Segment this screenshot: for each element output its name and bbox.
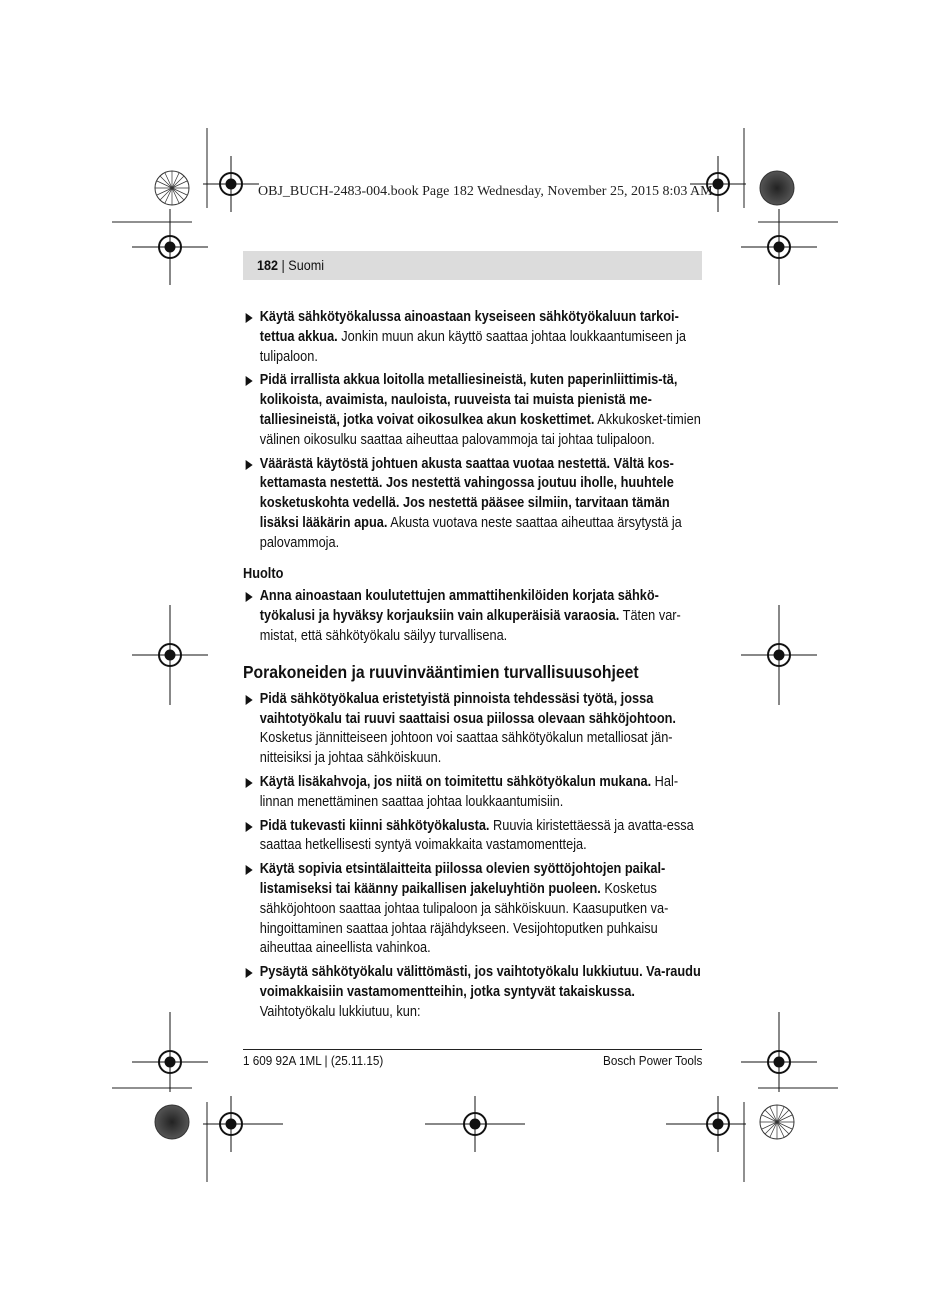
- list-item: [243, 860, 702, 959]
- header-language: Suomi: [288, 257, 325, 273]
- item-text: Kosketus jännitteiseen johtoon voi saattaa sähkötyökalun metalliosat jän-nitteisiksi ja johtaa sähköiskuun.: [259, 730, 673, 767]
- bullet-arrow-icon: [246, 865, 253, 875]
- bullet-arrow-icon: [246, 592, 253, 602]
- header-separator: |: [278, 257, 289, 273]
- item-text: Hal-linnan menettäminen saattaa johtaa loukkaantumisiin.: [259, 773, 679, 810]
- page-content: [243, 308, 702, 1027]
- header-text: [257, 257, 324, 274]
- page-header: [243, 251, 702, 280]
- item-text: Ruuvia kiristettäessä ja avatta-essa saattaa hetkellisesti syntyä voimakkaita vastamomentteja.: [259, 817, 694, 854]
- bullet-arrow-icon: [246, 778, 253, 788]
- book-slug-line: OBJ_BUCH-2483-004.book Page 182 Wednesday, November 25, 2015 8:03 AM: [258, 184, 713, 199]
- bullet-arrow-icon: [246, 313, 253, 323]
- item-bold: Pidä sähkötyökalua eristetyistä pinnoista tehdessäsi työtä, jossa vaihtotyökalu tai ruuvi saattaisi osua piilossa olevaan sähköjohtoon.: [259, 690, 676, 727]
- list-item: [243, 308, 702, 367]
- list-item: [243, 455, 702, 554]
- bullet-arrow-icon: [246, 968, 253, 978]
- item-bold: Pidä tukevasti kiinni sähkötyökalusta.: [259, 817, 490, 834]
- list-item: [243, 773, 702, 813]
- footer-doc-number: 1 609 92A 1ML | (25.11.15): [243, 1053, 384, 1068]
- text-column: [243, 308, 702, 647]
- footer-brand: Bosch Power Tools: [602, 1053, 702, 1068]
- item-bold: Pidä irrallista akkua loitolla metalliesineistä, kuten paperinliittimis-tä, kolikoista, avaimista, nauloista, ruuveista tai muista pienistä me-talliesineistä, jotka voivat oikosulkea akun koskettimet.: [259, 372, 678, 428]
- item-text: Jonkin muun akun käyttö saattaa johtaa loukkaantumiseen ja tulipaloon.: [259, 328, 687, 365]
- bullet-arrow-icon: [246, 460, 253, 470]
- bullet-arrow-icon: [246, 822, 253, 832]
- list-item: [243, 690, 702, 769]
- section-heading: Porakoneiden ja ruuvinvääntimien turvallisuusohjeet: [243, 661, 639, 682]
- item-bold: Anna ainoastaan koulutettujen ammattihenkilöiden korjata sähkö-työkalusi ja hyväksy korjauksiin vain alkuperäisiä varaosia.: [259, 588, 659, 625]
- item-bold: Käytä lisäkahvoja, jos niitä on toimitettu sähkötyökalun mukana.: [259, 773, 652, 790]
- item-text: Kosketus sähköjohtoon saattaa johtaa tulipaloon ja sähköiskuun. Kaasuputken va-hingoittaminen saattaa johtaa räjähdykseen. Vesijohtoputken puhkaisu aiheuttaa aineellista vahinkoa.: [259, 880, 669, 957]
- bullet-arrow-icon: [246, 376, 253, 386]
- footer-rule: [243, 1049, 702, 1050]
- list-item: [243, 963, 702, 1022]
- item-text: Akusta vuotava neste saattaa aiheuttaa ärsytystä ja palovammoja.: [259, 514, 682, 551]
- item-bold: Pysäytä sähkötyökalu välittömästi, jos vaihtotyökalu lukkiutuu. Va-raudu voimakkaisiin vastamomentteihin, jotka syntyvät takaiskussa.: [259, 964, 701, 1000]
- list-item: [243, 587, 702, 646]
- item-bold: Käytä sopivia etsintälaitteita piilossa olevien syöttöjohtojen paikal-listamiseksi tai käänny paikallisen jakeluyhtiön puoleen.: [259, 861, 666, 897]
- item-bold: Käytä sähkötyökalussa ainoastaan kyseiseen sähkötyökaluun tarkoi-tettua akkua.: [259, 309, 679, 345]
- item-text: Akkukosket-timien välinen oikosulku saattaa aiheuttaa palovammoja tai johtaa tulipaloon.: [259, 411, 701, 448]
- subheading-huolto: Huolto: [243, 565, 284, 582]
- item-text: Vaihtotyökalu lukkiutuu, kun:: [259, 1003, 421, 1020]
- bullet-arrow-icon: [246, 695, 253, 705]
- list-item: [243, 371, 702, 450]
- list-item: [243, 817, 702, 857]
- item-bold: Väärästä käytöstä johtuen akusta saattaa vuotaa nestettä. Vältä kos-kettamasta nestettä. Jos nestettä vahingossa joutuu iholle, huuhtele kosketuskohta vedellä. Jos nestettä pääsee silmiin, tarvitaan tämän lisäksi lääkärin apua.: [259, 455, 674, 531]
- page-number: 182: [257, 257, 279, 273]
- item-text: Täten var-mistat, että sähkötyökalu säilyy turvallisena.: [259, 608, 681, 644]
- text-column-2: [243, 690, 702, 1023]
